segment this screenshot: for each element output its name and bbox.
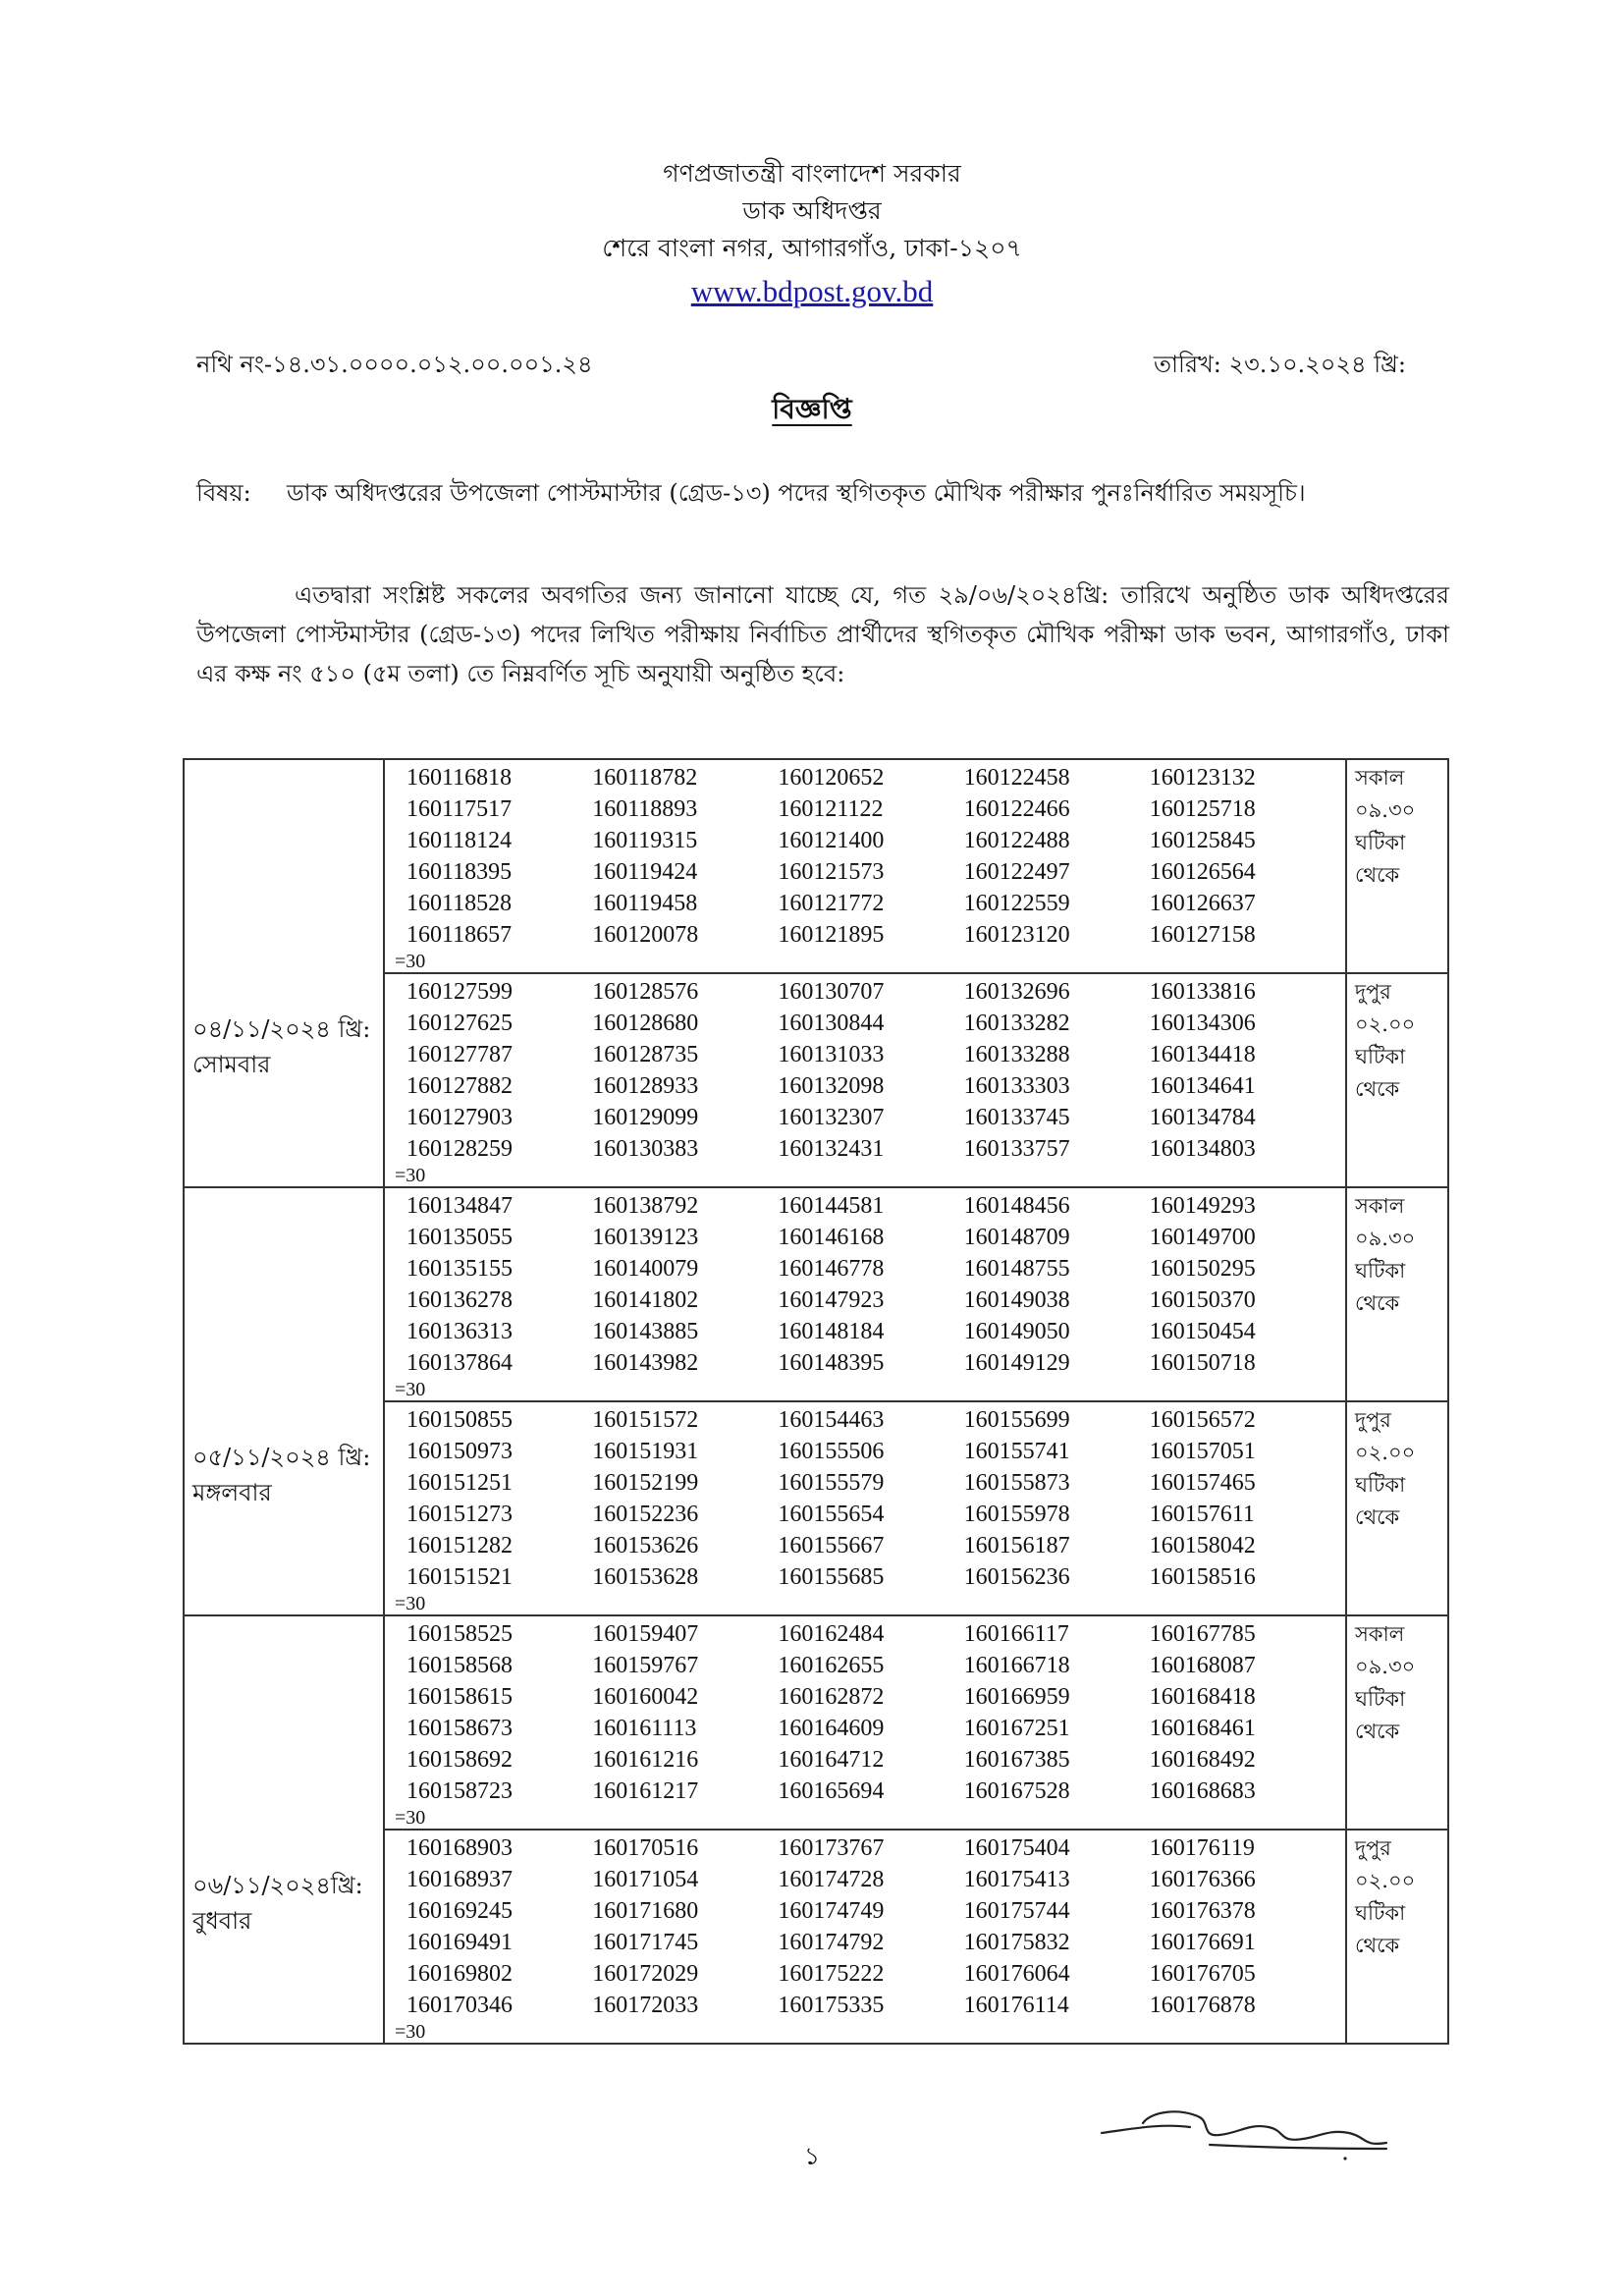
roll-number: 160164712 <box>778 1747 885 1773</box>
roll-number: 160128735 <box>592 1042 699 1067</box>
roll-number: 160175744 <box>963 1898 1070 1924</box>
roll-number: 160176064 <box>963 1961 1070 1987</box>
roll-number: 160134306 <box>1149 1011 1256 1036</box>
session-time-line: থেকে <box>1355 1720 1400 1743</box>
schedule-table <box>183 758 1449 2045</box>
roll-number: 160151251 <box>406 1470 513 1496</box>
roll-number-grid <box>385 1402 1345 1593</box>
roll-number: 160152236 <box>592 1502 699 1527</box>
roll-number: 160128680 <box>592 1011 699 1036</box>
roll-number: 160122466 <box>963 796 1070 822</box>
roll-number: 160171054 <box>592 1867 699 1892</box>
schedule-day: বুধবার <box>192 1907 252 1935</box>
roll-number: 160150973 <box>406 1439 513 1464</box>
roll-number: 160162655 <box>778 1653 885 1678</box>
roll-number: 160175832 <box>963 1930 1070 1955</box>
roll-number: 160132431 <box>778 1136 885 1162</box>
roll-number: 160174792 <box>778 1930 885 1955</box>
session-time-line: থেকে <box>1355 1505 1400 1529</box>
roll-number: 160168087 <box>1149 1653 1256 1678</box>
session-time <box>1347 1616 1447 1748</box>
roll-number: 160127599 <box>406 979 513 1005</box>
roll-number: 160155506 <box>778 1439 885 1464</box>
schedule-date-cell <box>184 1187 384 1615</box>
roll-number: 160176705 <box>1149 1961 1256 1987</box>
roll-number: 160172029 <box>592 1961 699 1987</box>
roll-number: 160122458 <box>963 765 1070 791</box>
roll-number: 160155699 <box>963 1407 1070 1433</box>
roll-number: 160168492 <box>1149 1747 1256 1773</box>
roll-number: 160122497 <box>963 859 1070 885</box>
session-time-cell <box>1346 1187 1448 1401</box>
roll-number: 160168683 <box>1149 1778 1256 1804</box>
roll-number: 160148456 <box>963 1193 1070 1219</box>
session-total: =30 <box>395 2021 426 2043</box>
session-time-line: ঘটিকা <box>1355 831 1406 854</box>
roll-number: 160149038 <box>963 1287 1070 1313</box>
roll-number: 160135055 <box>406 1225 513 1250</box>
roll-number: 160133757 <box>963 1136 1070 1162</box>
session-time-line: দুপুর <box>1355 980 1391 1004</box>
roll-number: 160143982 <box>592 1350 699 1376</box>
roll-number: 160156236 <box>963 1564 1070 1590</box>
session-total: =30 <box>395 1593 426 1614</box>
roll-number: 160162484 <box>778 1621 885 1647</box>
roll-number: 160133303 <box>963 1073 1070 1099</box>
roll-number: 160119458 <box>592 891 698 916</box>
schedule-date-block <box>185 1868 383 1939</box>
roll-number: 160170516 <box>592 1835 699 1861</box>
roll-number: 160121895 <box>778 922 885 948</box>
session-time-line: থেকে <box>1355 863 1400 887</box>
roll-number: 160175335 <box>778 1993 885 2018</box>
roll-number: 160127787 <box>406 1042 513 1067</box>
session-time-line: ০৯.৩০ <box>1355 798 1416 822</box>
roll-number: 160155741 <box>963 1439 1070 1464</box>
roll-number: 160155685 <box>778 1564 885 1590</box>
roll-number: 160134803 <box>1149 1136 1256 1162</box>
session-time-line: ঘটিকা <box>1355 1687 1406 1711</box>
roll-number: 160151282 <box>406 1533 513 1558</box>
roll-number: 160159407 <box>592 1621 699 1647</box>
roll-number: 160118657 <box>406 922 513 948</box>
roll-number: 160168937 <box>406 1867 513 1892</box>
schedule-date-block <box>185 1440 383 1510</box>
roll-number: 160158516 <box>1149 1564 1256 1590</box>
roll-number: 160117517 <box>406 796 513 822</box>
session-time <box>1347 760 1447 892</box>
roll-number: 160175404 <box>963 1835 1070 1861</box>
roll-number: 160150454 <box>1149 1319 1256 1344</box>
notice-title-text: বিজ্ঞপ্তি <box>772 393 852 425</box>
session-time-line: ০২.০০ <box>1355 1012 1416 1036</box>
roll-number: 160130707 <box>778 979 885 1005</box>
roll-number: 160156572 <box>1149 1407 1256 1433</box>
subject-text: ডাক অধিদপ্তরের উপজেলা পোস্টমাস্টার (গ্রেড-১৩) পদের স্থগিতকৃত মৌখিক পরীক্ষার পুনঃনির্ধারিত সময়সূচি। <box>287 479 1306 507</box>
session-total: =30 <box>395 1379 426 1400</box>
roll-number: 160155873 <box>963 1470 1070 1496</box>
government-name: গণপ্রজাতন্ত্রী বাংলাদেশ সরকার <box>663 159 961 188</box>
roll-number: 160125718 <box>1149 796 1256 822</box>
roll-number: 160119424 <box>592 859 698 885</box>
roll-number: 160143885 <box>592 1319 699 1344</box>
roll-number: 160149129 <box>963 1350 1070 1376</box>
roll-number: 160166718 <box>963 1653 1070 1678</box>
roll-number: 160168903 <box>406 1835 513 1861</box>
roll-number: 160155667 <box>778 1533 885 1558</box>
roll-number: 160132696 <box>963 979 1070 1005</box>
roll-number: 160121122 <box>778 796 884 822</box>
roll-number: 160151521 <box>406 1564 513 1590</box>
roll-number: 160175222 <box>778 1961 885 1987</box>
roll-number: 160133288 <box>963 1042 1070 1067</box>
roll-number: 160127903 <box>406 1105 513 1130</box>
roll-number-grid <box>385 1616 1345 1807</box>
schedule-day: সোমবার <box>192 1051 271 1078</box>
roll-number: 160133816 <box>1149 979 1256 1005</box>
roll-number: 160131033 <box>778 1042 885 1067</box>
roll-number: 160176366 <box>1149 1867 1256 1892</box>
roll-number: 160130383 <box>592 1136 699 1162</box>
roll-number: 160150855 <box>406 1407 513 1433</box>
roll-number: 160137864 <box>406 1350 513 1376</box>
roll-numbers-cell <box>384 1830 1346 2044</box>
roll-number: 160157611 <box>1149 1502 1255 1527</box>
roll-number: 160146168 <box>778 1225 885 1250</box>
roll-number: 160167385 <box>963 1747 1070 1773</box>
roll-number: 160146778 <box>778 1256 885 1282</box>
roll-number: 160149050 <box>963 1319 1070 1344</box>
session-time-cell <box>1346 1830 1448 2044</box>
roll-number: 160166117 <box>963 1621 1069 1647</box>
roll-number: 160161217 <box>592 1778 699 1804</box>
roll-number: 160141802 <box>592 1287 699 1313</box>
roll-number: 160135155 <box>406 1256 513 1282</box>
roll-number: 160152199 <box>592 1470 699 1496</box>
session-total: =30 <box>395 1807 426 1829</box>
roll-number: 160138792 <box>592 1193 699 1219</box>
notice-title <box>0 388 1624 434</box>
roll-number: 160123132 <box>1149 765 1256 791</box>
website-link[interactable]: www.bdpost.gov.bd <box>690 274 934 308</box>
roll-number: 160140079 <box>592 1256 699 1282</box>
roll-number-grid <box>385 760 1345 951</box>
file-number: নথি নং-১৪.৩১.০০০০.০১২.০০.০০১.২৪ <box>196 351 593 378</box>
roll-number: 160126637 <box>1149 891 1256 916</box>
roll-number: 160174749 <box>778 1898 885 1924</box>
roll-number: 160133282 <box>963 1011 1070 1036</box>
roll-number: 160118782 <box>592 765 698 791</box>
roll-numbers-cell <box>384 759 1346 973</box>
department-address: শেরে বাংলা নগর, আগারগাঁও, ঢাকা-১২০৭ <box>602 234 1022 262</box>
session-total: =30 <box>395 951 426 972</box>
session-time-line: দুপুর <box>1355 1408 1391 1432</box>
department-name: ডাক অধিদপ্তর <box>742 196 882 225</box>
roll-number: 160128933 <box>592 1073 699 1099</box>
roll-number: 160158615 <box>406 1684 513 1710</box>
session-time-line: ০৯.৩০ <box>1355 1227 1416 1250</box>
roll-numbers-cell <box>384 1401 1346 1615</box>
session-time-line: থেকে <box>1355 1077 1400 1101</box>
roll-number: 160158525 <box>406 1621 513 1647</box>
roll-number: 160165694 <box>778 1778 885 1804</box>
session-time-cell <box>1346 973 1448 1187</box>
roll-number: 160158692 <box>406 1747 513 1773</box>
session-time-line: ঘটিকা <box>1355 1473 1406 1497</box>
roll-number: 160133745 <box>963 1105 1070 1130</box>
schedule-date: ০৫/১১/২০২৪ খ্রি: <box>192 1444 371 1471</box>
roll-number: 160167528 <box>963 1778 1070 1804</box>
roll-number: 160127158 <box>1149 922 1256 948</box>
session-time <box>1347 1831 1447 1962</box>
roll-number: 160160042 <box>592 1684 699 1710</box>
roll-number: 160132307 <box>778 1105 885 1130</box>
roll-number: 160169802 <box>406 1961 513 1987</box>
roll-number: 160149700 <box>1149 1225 1256 1250</box>
roll-number: 160167251 <box>963 1716 1070 1741</box>
roll-number: 160164609 <box>778 1716 885 1741</box>
roll-number: 160169491 <box>406 1930 513 1955</box>
roll-number: 160155654 <box>778 1502 885 1527</box>
roll-number: 160128576 <box>592 979 699 1005</box>
session-time-line: সকাল <box>1355 1622 1405 1646</box>
roll-number: 160168461 <box>1149 1716 1256 1741</box>
roll-number: 160174728 <box>778 1867 885 1892</box>
roll-number: 160130844 <box>778 1011 885 1036</box>
roll-number: 160125845 <box>1149 828 1256 853</box>
roll-number: 160157051 <box>1149 1439 1256 1464</box>
session-time-line: ০৯.৩০ <box>1355 1655 1416 1678</box>
roll-number: 160176378 <box>1149 1898 1256 1924</box>
roll-number: 160176878 <box>1149 1993 1256 2018</box>
roll-number: 160118395 <box>406 859 513 885</box>
roll-number: 160166959 <box>963 1684 1070 1710</box>
roll-number: 160148184 <box>778 1319 885 1344</box>
roll-number: 160151931 <box>592 1439 699 1464</box>
roll-number: 160134847 <box>406 1193 513 1219</box>
roll-number: 160136278 <box>406 1287 513 1313</box>
subject-label: বিষয়: <box>196 479 251 507</box>
schedule-row <box>184 1615 1448 1830</box>
roll-number: 160120078 <box>592 922 699 948</box>
session-time-line: ঘটিকা <box>1355 1259 1406 1283</box>
roll-number: 160148755 <box>963 1256 1070 1282</box>
notice-body: এতদ্বারা সংশ্লিষ্ট সকলের অবগতির জন্য জানানো যাচ্ছে যে, গত ২৯/০৬/২০২৪খ্রি: তারিখে অনুষ্ঠিত ডাক অধিদপ্তরের উপজেলা পোস্টমাস্টার (গ্রেড-১৩) পদের লিখিত পরীক্ষায় নির্বাচিত প্রার্থীদের স্থগিতকৃত মৌখিক পরীক্ষা ডাক ভবন, আগারগাঁও, ঢাকা এর কক্ষ নং ৫১০ (৫ম তলা) তে নিম্নবর্ণিত সূচি অনুযায়ী অনুষ্ঠিত হবে: <box>196 581 1449 687</box>
roll-number: 160126564 <box>1149 859 1256 885</box>
schedule-date-block <box>185 1011 383 1082</box>
session-time-line: থেকে <box>1355 1291 1400 1315</box>
roll-number: 160151572 <box>592 1407 699 1433</box>
session-time <box>1347 974 1447 1106</box>
session-total: =30 <box>395 1165 426 1186</box>
roll-number: 160139123 <box>592 1225 699 1250</box>
letterhead <box>0 155 1624 314</box>
roll-numbers-cell <box>384 1187 1346 1401</box>
roll-number: 160148395 <box>778 1350 885 1376</box>
roll-number: 160147923 <box>778 1287 885 1313</box>
roll-number: 160162872 <box>778 1684 885 1710</box>
session-time <box>1347 1188 1447 1320</box>
roll-number: 160171680 <box>592 1898 699 1924</box>
roll-number: 160123120 <box>963 922 1070 948</box>
roll-number: 160127625 <box>406 1011 513 1036</box>
roll-number: 160134641 <box>1149 1073 1256 1099</box>
session-time-line: ০২.০০ <box>1355 1441 1416 1464</box>
roll-number: 160132098 <box>778 1073 885 1099</box>
roll-number: 160149293 <box>1149 1193 1256 1219</box>
roll-number: 160129099 <box>592 1105 699 1130</box>
roll-number: 160170346 <box>406 1993 513 2018</box>
roll-number: 160153628 <box>592 1564 699 1590</box>
roll-number: 160171745 <box>592 1930 699 1955</box>
roll-numbers-cell <box>384 973 1346 1187</box>
roll-number: 160121772 <box>778 891 885 916</box>
roll-number: 160134418 <box>1149 1042 1256 1067</box>
session-time-line: ০২.০০ <box>1355 1869 1416 1892</box>
roll-number: 160144581 <box>778 1193 885 1219</box>
roll-number: 160134784 <box>1149 1105 1256 1130</box>
roll-number: 160158042 <box>1149 1533 1256 1558</box>
schedule-date-cell <box>184 1615 384 2044</box>
schedule-date-cell <box>184 759 384 1187</box>
roll-number: 160168418 <box>1149 1684 1256 1710</box>
roll-numbers-cell <box>384 1615 1346 1830</box>
roll-number: 160169245 <box>406 1898 513 1924</box>
session-time-line: ঘটিকা <box>1355 1901 1406 1925</box>
roll-number: 160176114 <box>963 1993 1069 2018</box>
roll-number: 160158568 <box>406 1653 513 1678</box>
schedule-row <box>184 1187 1448 1401</box>
roll-number-grid <box>385 1831 1345 2021</box>
roll-number: 160127882 <box>406 1073 513 1099</box>
roll-number: 160120652 <box>778 765 885 791</box>
roll-number: 160150718 <box>1149 1350 1256 1376</box>
page-number: ১ <box>803 2142 821 2170</box>
roll-number: 160148709 <box>963 1225 1070 1250</box>
roll-number: 160173767 <box>778 1835 885 1861</box>
roll-number: 160167785 <box>1149 1621 1256 1647</box>
roll-number: 160116818 <box>406 765 513 791</box>
roll-number: 160119315 <box>592 828 698 853</box>
roll-number: 160176691 <box>1149 1930 1256 1955</box>
roll-number: 160122488 <box>963 828 1070 853</box>
session-time-cell <box>1346 1615 1448 1830</box>
roll-number: 160161113 <box>592 1716 697 1741</box>
roll-number: 160159767 <box>592 1653 699 1678</box>
roll-number: 160154463 <box>778 1407 885 1433</box>
session-time-cell <box>1346 759 1448 973</box>
roll-number: 160136313 <box>406 1319 513 1344</box>
roll-number: 160172033 <box>592 1993 699 2018</box>
schedule-row <box>184 759 1448 973</box>
roll-number: 160161216 <box>592 1747 699 1773</box>
roll-number: 160128259 <box>406 1136 513 1162</box>
roll-number: 160153626 <box>592 1533 699 1558</box>
roll-number: 160118528 <box>406 891 513 916</box>
roll-number: 160176119 <box>1149 1835 1255 1861</box>
roll-number: 160118893 <box>592 796 698 822</box>
session-time-line: দুপুর <box>1355 1836 1391 1860</box>
session-time-line: সকাল <box>1355 1194 1405 1218</box>
session-time-line: থেকে <box>1355 1934 1400 1957</box>
roll-number: 160175413 <box>963 1867 1070 1892</box>
roll-number-grid <box>385 1188 1345 1379</box>
session-time-line: ঘটিকা <box>1355 1045 1406 1068</box>
roll-number: 160155579 <box>778 1470 885 1496</box>
roll-number: 160155978 <box>963 1502 1070 1527</box>
roll-number: 160158723 <box>406 1778 513 1804</box>
roll-number: 160118124 <box>406 828 513 853</box>
subject-line <box>196 476 1434 510</box>
notice-date: তারিখ: ২৩.১০.২০২৪ খ্রি: <box>1154 351 1406 378</box>
roll-number: 160158673 <box>406 1716 513 1741</box>
roll-number: 160121400 <box>778 828 885 853</box>
schedule-date: ০৪/১১/২০২৪ খ্রি: <box>192 1015 371 1043</box>
schedule-day: মঙ্গলবার <box>192 1479 272 1506</box>
roll-number: 160156187 <box>963 1533 1070 1558</box>
roll-number: 160157465 <box>1149 1470 1256 1496</box>
roll-number: 160121573 <box>778 859 885 885</box>
session-time <box>1347 1402 1447 1534</box>
session-time-line: সকাল <box>1355 766 1405 790</box>
roll-number: 160151273 <box>406 1502 513 1527</box>
schedule-date: ০৬/১১/২০২৪খ্রি: <box>192 1872 363 1899</box>
session-time-cell <box>1346 1401 1448 1615</box>
roll-number: 160150370 <box>1149 1287 1256 1313</box>
roll-number-grid <box>385 974 1345 1165</box>
roll-number: 160122559 <box>963 891 1070 916</box>
roll-number: 160150295 <box>1149 1256 1256 1282</box>
